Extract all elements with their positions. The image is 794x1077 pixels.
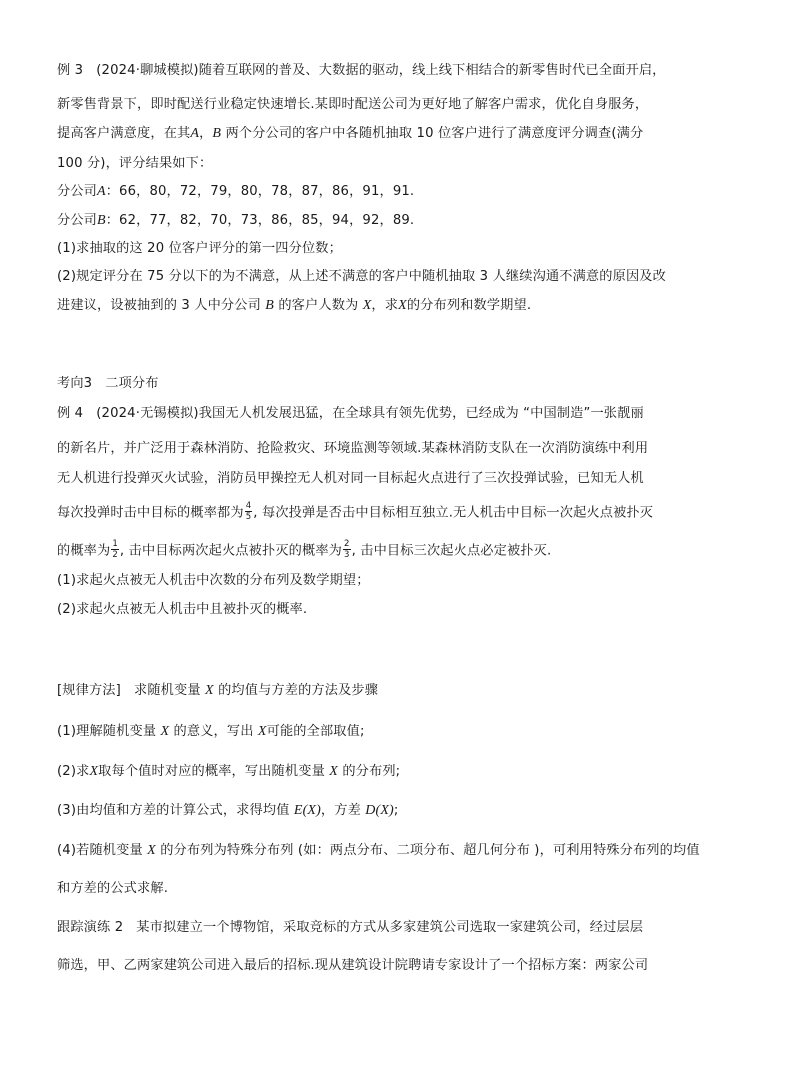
ex4-line-4: 每次投弹时击中目标的概率都为 $\frac{4}{5}$ , 每次投弹是否击中目标相互独立.无人机击中目标一次起火点被扑灭: [57, 501, 654, 522]
method-label: [规律方法]: [57, 683, 121, 698]
ex4-label: 例 4: [57, 406, 84, 421]
ex3-label: 例 3: [57, 63, 84, 78]
ex3-question-2-cont: 进建议，设被抽到的 3 人中分公司 B 的客户人数为 X，求X的分布列和数学期望.: [57, 298, 532, 313]
method-step-4: (4)若随机变量 X 的分布列为特殊分布列 (如：两点分布、二项分布、超几何分布 )，可利用特殊分布列的均值: [57, 843, 700, 858]
fraction-2-3: $\frac{2}{3}$: [344, 539, 350, 560]
method-step-4-cont: 和方差的公式求解.: [57, 881, 169, 896]
ex3-question-2: (2)规定评分在 75 分以下的为不满意，从上述不满意的客户中随机抽取 3 人继续沟通不满意的原因及改: [57, 269, 666, 284]
ex4-line-2: 的新名片，并广泛用于森林消防、抢险救灾、环境监测等领域.某森林消防支队在一次消防演练中利用: [57, 441, 649, 456]
practice-line-2: 筛选，甲、乙两家建筑公司进入最后的招标.现从建筑设计院聘请专家设计了一个招标方案：两家公司: [57, 958, 649, 973]
practice-line-1: 跟踪演练 2 某市拟建立一个博物馆，采取竞标的方式从多家建筑公司选取一家建筑公司，经过层层: [57, 920, 644, 935]
ex4-question-2: (2)求起火点被无人机击中且被扑灭的概率.: [57, 602, 308, 617]
ex4-line-1: 例 4 (2024·无锡模拟)我国无人机发展迅猛，在全球具有领先优势，已经成为 “中国制造”一张靓丽: [57, 406, 644, 421]
ex3-scores-b: 分公司B：62，77，82，70，73，86，85，94，92，89.: [57, 213, 415, 228]
fraction-4-5: $\frac{4}{5}$: [245, 501, 252, 522]
ex4-line-5: 的概率为 $\frac{1}{2}$ , 击中目标两次起火点被扑灭的概率为 $\frac{2}{3}$ , 击中目标三次起火点必定被扑灭.: [57, 539, 552, 560]
method-step-1: (1)理解随机变量 X 的意义，写出 X可能的全部取值;: [57, 724, 365, 739]
ex3-line-3: 提高客户满意度，在其A，B 两个分公司的客户中各随机抽取 10 位客户进行了满意度评分调查(满分: [57, 126, 644, 141]
method-step-3: (3)由均值和方差的计算公式，求得均值 E(X)，方差 D(X);: [57, 803, 399, 818]
ex3-line-2: 新零售背景下，即时配送行业稳定快速增长.某即时配送公司为更好地了解客户需求，优化自身服务，: [57, 97, 649, 112]
ex4-line-3: 无人机进行投弹灭火试验，消防员甲操控无人机对同一目标起火点进行了三次投弹试验，已知无人机: [57, 471, 644, 486]
fraction-1-2: $\frac{1}{2}$: [112, 539, 118, 560]
ex3-line-4: 100 分)，评分结果如下：: [57, 156, 213, 171]
ex3-question-1: (1)求抽取的这 20 位客户评分的第一四分位数；: [57, 241, 342, 256]
method-step-2: (2)求X取每个值时对应的概率，写出随机变量 X 的分布列;: [57, 764, 401, 779]
ex4-question-1: (1)求起火点被无人机击中次数的分布列及数学期望；: [57, 573, 370, 588]
section-heading: 考向3 二项分布: [57, 376, 159, 391]
method-title: [规律方法] 求随机变量 X 的均值与方差的方法及步骤: [57, 683, 379, 698]
practice-label: 跟踪演练 2: [57, 920, 124, 935]
ex3-line-1: 例 3 (2024·聊城模拟)随着互联网的普及、大数据的驱动，线上线下相结合的新零售时代已全面开启，: [57, 63, 666, 78]
ex3-scores-a: 分公司A：66，80，72，79，80，78，87，86，91，91.: [57, 184, 415, 199]
